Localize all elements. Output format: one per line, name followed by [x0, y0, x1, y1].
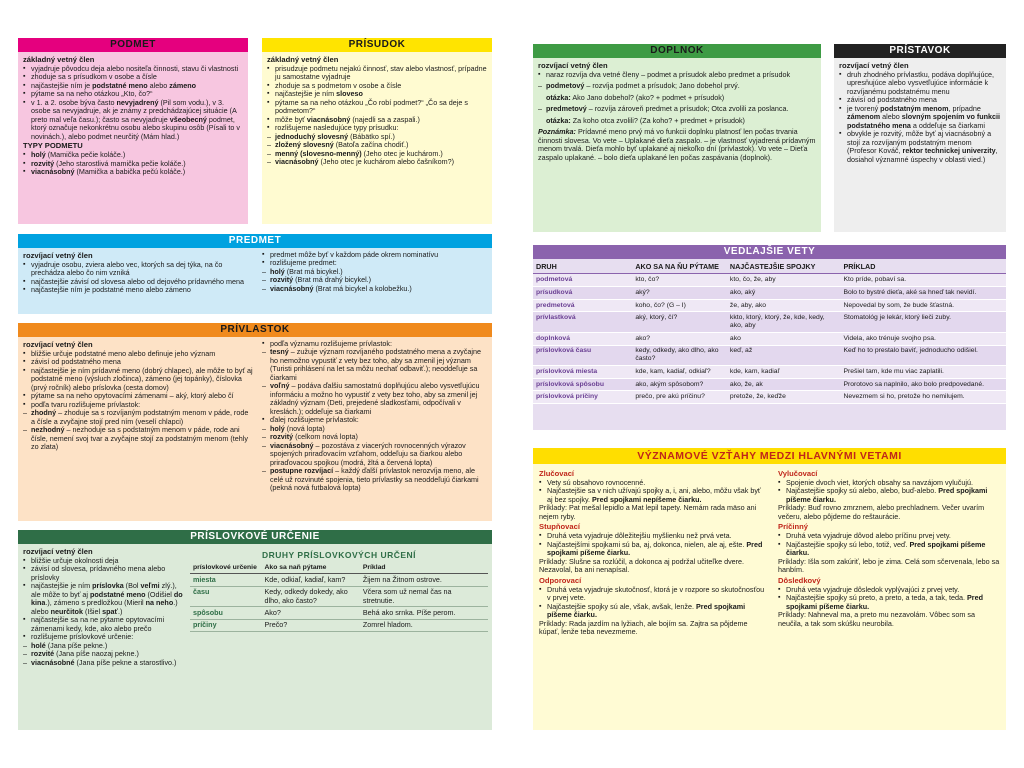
druhy-cell: príčiny — [190, 619, 262, 631]
stupnovaci-example: Príklady: Slušne sa rozlúčil, a dokonca aj podržal učiteľke dvere. Nezavolal, ba ani nenapísal. — [539, 556, 745, 575]
vedlajsie-col-header: PRÍKLAD — [843, 262, 876, 271]
vyznamove-title: VÝZNAMOVÉ VZŤAHY MEDZI HLAVNÝMI VETAMI — [533, 448, 1006, 464]
vedlajsie-cell: predmetová — [533, 299, 632, 312]
privlastok-bullet: ▪ závisí od podstatného mena — [23, 358, 253, 366]
prislovkove-bullet: ▪ rozlišujeme príslovkové určenie: — [23, 633, 183, 641]
vedlajsie-cell: kde, kam, kadiaľ, odkiaľ? — [632, 366, 727, 379]
dosledkovy-bullet: ▪ Druhá veta vyjadruje dôsledok vyplývajúci z prvej vety. — [778, 586, 1000, 594]
odporovaci-bullet: ▪ Najčastejšie spojky sú ale, však, avšak, lenže. Pred spojkami píšeme čiarku. — [539, 603, 767, 620]
doplnok-type: – predmetový – rozvíja zároveň predmet a prísudok; Otca zvolili za poslanca. — [538, 105, 816, 113]
vedlajsie-cell: prísudková — [533, 287, 632, 300]
podmet-bullet: ▪ najčastejšie ním je podstatné meno alebo zámeno — [23, 82, 243, 90]
vedlajsie-card — [533, 245, 1006, 430]
vedlajsie-cell: Nevezmem si ho, pretože ho nemilujem. — [840, 391, 1006, 404]
pristavok-subtitle: rozvíjací vetný člen — [839, 61, 909, 70]
vedlajsie-cell: Nepovedal by som, že bude šťastná. — [840, 299, 1006, 312]
privlastok-type: – tesný – zužuje význam rozvíjaného podstatného mena a zvyčajne ho nemožno vypustiť z vety bez toho, aby sa zmenil jej význam (Turisti prihlásení na let sa môžu nechať odbaviť.); neoddeľuje sa čiarkami — [262, 348, 486, 382]
pricinny-bullet: ▪ Druhá veta vyjadruje dôvod alebo príčinu prvej vety. — [778, 532, 1000, 540]
podmet-bullet: ▪ vyjadruje pôvodcu deja alebo nositeľa činnosti, stavu či vlastnosti — [23, 65, 243, 73]
vedlajsie-row — [533, 332, 1006, 345]
doplnok-question: otázka: Za koho otca zvolili? (Za koho? + predmet + prísudok) — [546, 115, 745, 125]
pricinny-heading: Príčinný — [778, 522, 808, 532]
vedlajsie-cell: kde, kam, kadiaľ — [727, 366, 841, 379]
dosledkovy-bullet: ▪ Najčastejšie spojky sú preto, a preto, a teda, a tak, teda. Pred spojkami píšeme čiarku. — [778, 594, 1000, 611]
zlucovaci-heading: Zlučovací — [539, 469, 575, 478]
druhy-cell: Ako? — [262, 607, 360, 619]
druhy-col-header: Ako sa naň pýtame — [262, 562, 360, 574]
privlastok-type: – postupne rozvíjací – každý ďalší prívlastok nerozvíja meno, ale celé už rozvinuté spojenia, tieto prívlastky sa neoddeľujú čiarkami (pekná nová futbalová lopta) — [262, 467, 486, 492]
vedlajsie-cell: keď, až — [727, 345, 841, 366]
vedlajsie-cell: pretože, že, keďže — [727, 391, 841, 404]
podmet-types-heading: TYPY PODMETU — [23, 141, 83, 151]
vedlajsie-title: VEDĽAJŠIE VETY — [533, 245, 1006, 259]
druhy-table — [190, 562, 488, 632]
vedlajsie-row — [533, 378, 1006, 391]
predmet-title: PREDMET — [18, 234, 492, 248]
prisudok-bullet: ▪ prisudzuje podmetu nejakú činnosť, stav alebo vlastnosť, prípadne ju samostatne vyjadruje — [267, 65, 487, 82]
prislovkove-card — [18, 530, 492, 730]
stupnovaci-bullet: ▪ Najčastejšími spojkami sú ba, aj, dokonca, nielen, ale aj, ešte. Pred spojkami píšeme čiarku. — [539, 541, 767, 558]
vedlajsie-cell: ako, akým spôsobom? — [632, 378, 727, 391]
vedlajsie-cell: kedy, odkedy, ako dlho, ako často? — [632, 345, 727, 366]
vylucovaci-heading: Vylučovací — [778, 469, 818, 478]
podmet-bullet: ▪ v 1. a 2. osobe býva často nevyjadrený (Pil som vodu.), v 3. osobe sa nevyjadruje, ak je známy z predchádzajúcej situácie (A preto mal veľa času.); často sa nevyjadruje všeobecný podmet, ktorý označuje nekonkrétnu osobu alebo skupinu osôb (Písali to v novinách.), alebo podmet neurčitý (Mám hlad.) — [23, 99, 243, 141]
vedlajsie-cell: príslovková času — [533, 345, 632, 366]
odporovaci-heading: Odporovací — [539, 575, 582, 585]
vedlajsie-cell: aký? — [632, 287, 727, 300]
vedlajsie-cell: prečo, pre akú príčinu? — [632, 391, 727, 404]
predmet-subtitle: rozvíjací vetný člen — [23, 251, 93, 260]
prislovkove-title: PRÍSLOVKOVÉ URČENIE — [18, 530, 492, 544]
podmet-type: ▪ holý (Mamička pečie koláče.) — [23, 151, 243, 159]
prisudok-bullet: ▪ rozlišujeme nasledujúce typy prísudku: — [267, 124, 487, 132]
vedlajsie-row — [533, 287, 1006, 300]
prislovkove-type: – viacnásobné (Jana píše pekne a starostlivo.) — [23, 659, 183, 667]
predmet-bullet: ▪ rozlišujeme predmet: — [262, 259, 486, 267]
predmet-bullet: ▪ predmet môže byť v každom páde okrem nominatívu — [262, 251, 486, 259]
prislovkove-type: – rozvité (Jana píše naozaj pekne.) — [23, 650, 183, 658]
druhy-cell: Kedy, odkedy dokedy, ako dlho, ako často? — [262, 586, 360, 607]
vedlajsie-row — [533, 274, 1006, 287]
druhy-heading: DRUHY PRÍSLOVKOVÝCH URČENÍ — [261, 550, 417, 560]
vedlajsie-row — [533, 345, 1006, 366]
prisudok-title: PRÍSUDOK — [262, 38, 492, 52]
vedlajsie-table — [533, 261, 1006, 404]
vedlajsie-cell: príslovková príčiny — [533, 391, 632, 404]
vedlajsie-row — [533, 312, 1006, 333]
vedlajsie-cell: prívlastková — [533, 312, 632, 333]
prislovkove-bullet: ▪ najčastejšie sa na ne pýtame opytovacími zámenami kedy, kde, ako alebo prečo — [23, 616, 183, 633]
vyznamove-card — [533, 448, 1006, 730]
predmet-card — [18, 234, 492, 314]
vylucovaci-example: Príklady: Buď rovno zmrznem, alebo prechladnem. Večer uvarím večeru, alebo pôjdeme do reštaurácie. — [778, 503, 985, 521]
stupnovaci-heading: Stupňovací — [539, 522, 580, 532]
pristavok-title: PRÍSTAVOK — [834, 44, 1006, 58]
vedlajsie-col-header: AKO SA NA ŇU PÝTAME — [635, 262, 719, 271]
privlastok-bullet: ▪ najčastejšie je ním prídavné meno (dobrý chlapec), ale môže to byť aj podstatné meno (výsluch zločinca), zámeno (jej topánky), číslovka (prvý ročník) alebo príslovka (cesta domov) — [23, 367, 253, 392]
vedlajsie-cell: doplnková — [533, 332, 632, 345]
prisudok-subtitle: základný vetný člen — [267, 55, 339, 64]
vylucovaci-bullet: ▪ Spojenie dvoch viet, ktorých obsahy sa navzájom vylučujú. — [778, 479, 1000, 487]
vedlajsie-row — [533, 299, 1006, 312]
podmet-type: ▪ rozvitý (Jeho starostlivá mamička pečie koláče.) — [23, 160, 243, 168]
vedlajsie-cell: Keď ho to prestalo baviť, jednoducho odišiel. — [840, 345, 1006, 366]
vedlajsie-cell: Prešiel tam, kde mu viac zaplatili. — [840, 366, 1006, 379]
druhy-cell: Včera som už nemal čas na stretnutie. — [360, 586, 488, 607]
privlastok-bullet: ▪ podľa tvaru rozlišujeme prívlastok: — [23, 401, 253, 409]
prisudok-bullet: ▪ pýtame sa na neho otázkou „Čo robí podmet?“ „Čo sa deje s podmetom?“ — [267, 99, 487, 116]
privlastok-title: PRÍVLASTOK — [18, 323, 492, 337]
vedlajsie-cell: Bolo to bystré dieťa, aké sa hneď tak nevidí. — [840, 287, 1006, 300]
prisudok-type: – viacnásobný (Jeho otec je kuchárom alebo čašníkom?) — [267, 158, 487, 166]
dosledkovy-heading: Dôsledkový — [778, 575, 821, 585]
druhy-row — [190, 586, 488, 607]
pricinny-example: Príklady: Išla som zakúriť, lebo je zima. Celá som sčervenala, lebo sa hanbím. — [778, 556, 1000, 575]
druhy-cell: času — [190, 586, 262, 607]
privlastok-bullet: ▪ podľa významu rozlišujeme prívlastok: — [262, 340, 486, 348]
vedlajsie-cell: ako — [727, 332, 841, 345]
prislovkove-bullet: ▪ najčastejšie je ním príslovka (Bol veľmi zlý.), ale môže to byť aj podstatné meno (Odišiel do kina.), zámeno s predložkou (Mieril na neho.) alebo neurčitok (Išiel spať.) — [23, 582, 183, 616]
vedlajsie-cell: Videla, ako trénuje svojho psa. — [840, 332, 1006, 345]
predmet-type: – viacnásobný (Brat má bicykel a kolobežku.) — [262, 285, 486, 293]
predmet-bullet: ▪ najčastejšie závisí od slovesa alebo od dejového prídavného mena — [23, 278, 253, 286]
odporovaci-example: Príklady: Rada jazdím na lyžiach, ale bojím sa. Zajtra sa pôjdeme kúpať, lenže teba nevezmeme. — [539, 618, 748, 637]
prisudok-bullet: ▪ môže byť viacnásobný (najedli sa a zaspali.) — [267, 116, 487, 124]
privlastok-type: – rozvitý (celkom nová lopta) — [262, 433, 486, 441]
druhy-row — [190, 619, 488, 631]
druhy-cell: miesta — [190, 574, 262, 586]
prisudok-bullet: ▪ zhoduje sa s podmetom v osobe a čísle — [267, 82, 487, 90]
druhy-cell: spôsobu — [190, 607, 262, 619]
prisudok-type: – jednoduchý slovesný (Bábätko spí.) — [267, 133, 487, 141]
doplnok-bullet: ▪ naraz rozvíja dva vetné členy – podmet a prísudok alebo predmet a prísudok — [538, 71, 816, 79]
vedlajsie-body — [533, 274, 1006, 404]
vedlajsie-row — [533, 391, 1006, 404]
doplnok-card — [533, 44, 821, 232]
vedlajsie-cell: Kto príde, pobaví sa. — [840, 274, 1006, 287]
vedlajsie-cell: koho, čo? (G – I) — [632, 299, 727, 312]
vedlajsie-cell: ako? — [632, 332, 727, 345]
privlastok-bullet: ▪ pýtame sa na neho opytovacími zámenami – aký, ktorý alebo čí — [23, 392, 253, 400]
druhy-col-header: príslovkové určenie — [190, 562, 262, 574]
privlastok-bullet: ▪ ďalej rozlišujeme prívlastok: — [262, 416, 486, 424]
privlastok-card — [18, 323, 492, 521]
zlucovaci-bullet: ▪ Vety sú obsahovo rovnocenné. — [539, 479, 767, 487]
zlucovaci-example: Príklady: Pat mešal lepidlo a Mat lepil tapety. Nemám rada mäso ani nejem ryby. — [539, 503, 757, 521]
vedlajsie-cell: ako, že, ak — [727, 378, 841, 391]
vedlajsie-cell: kkto, ktorý, ktorý, že, kde, kedy, ako, aby — [727, 312, 841, 333]
pristavok-bullet: ▪ druh zhodného prívlastku, podáva doplňujúce, upresňujúce alebo vysvetľujúce informácie k rozvíjanému podstatnému menu — [839, 71, 1001, 96]
predmet-type: – holý (Brat má bicykel.) — [262, 268, 486, 276]
podmet-bullet: ▪ zhoduje sa s prísudkom v osobe a čísle — [23, 73, 243, 81]
doplnok-note: Poznámka: Prídavné meno prvý má vo funkcii doplnku platnosť len počas trvania činnosti slovesa. Vo vete – Uplakané dieťa zaspalo. – je vlastnosť vyjadrená prídavným menom trvalá. Dieťa mohlo byť uplakané aj niekoľko dní (prívlastok). Vo vete – Dieťa zaspalo uplakané. – bolo dieťa uplakané len počas zaspávania (doplnok). — [538, 127, 816, 162]
stupnovaci-bullet: ▪ Druhá veta vyjadruje dôležitejšiu myšlienku než prvá veta. — [539, 532, 767, 540]
privlastok-type: – nezhodný – nezhoduje sa s podstatným menom v páde, rode ani čísle, nemení svoj tvar a zvyčajne stojí za podstatným menom (tehly zo zlata) — [23, 426, 253, 451]
vedlajsie-col-header: DRUH — [536, 262, 557, 271]
druhy-col-header: Príklad — [360, 562, 488, 574]
odporovaci-bullet: ▪ Druhá veta vyjadruje skutočnosť, ktorá je v rozpore so skutočnosťou v prvej vete. — [539, 586, 767, 603]
doplnok-title: DOPLNOK — [533, 44, 821, 58]
doplnok-type: – podmetový – rozvíja podmet a prísudok; Jano dobehol prvý. — [538, 82, 816, 90]
podmet-type: ▪ viacnásobný (Mamička a babička pečú koláče.) — [23, 168, 243, 176]
prisudok-type: – menný (slovesno-menný) (Jeho otec je kuchárom.) — [267, 150, 487, 158]
privlastok-subtitle: rozvíjací vetný člen — [23, 340, 93, 349]
pricinny-bullet: ▪ Najčastejšie spojky sú lebo, totiž, veď. Pred spojkami píšeme čiarku. — [778, 541, 1000, 558]
pristavok-bullet: ▪ závisí od podstatného mena — [839, 96, 1001, 104]
vedlajsie-cell: príslovková miesta — [533, 366, 632, 379]
prislovkove-bullet: ▪ bližšie určuje okolnosti deja — [23, 557, 183, 565]
predmet-bullet: ▪ najčastejšie ním je podstatné meno alebo zámeno — [23, 286, 253, 294]
podmet-title: PODMET — [18, 38, 248, 52]
doplnok-question: otázka: Ako Jano dobehol? (ako? + podmet + prísudok) — [546, 92, 725, 102]
vedlajsie-cell: aký, ktorý, čí? — [632, 312, 727, 333]
vedlajsie-row — [533, 366, 1006, 379]
privlastok-type: – zhodný – zhoduje sa s rozvíjaným podstatným menom v páde, rode a čísle a zvyčajne stojí pred ním (veselí chlapci) — [23, 409, 253, 426]
predmet-bullet: ▪ vyjadruje osobu, zviera alebo vec, ktorých sa dej týka, na čo prechádza alebo čo nim vzniká — [23, 261, 253, 278]
pristavok-card — [834, 44, 1006, 232]
pristavok-bullet: ▪ obvykle je rozvitý, môže byť aj viacnásobný a stojí za rozvíjaným podstatným menom (Profesor Kováč, rektor technickej univerzity, dosiahol významné úspechy v oblasti vied.) — [839, 130, 1001, 164]
dosledkovy-example: Príklady: Nahneval ma, a preto mu nezavolám. Vôbec som sa neučila, a tak som skúšku neurobila. — [778, 610, 975, 628]
vedlajsie-cell: ako, aký — [727, 287, 841, 300]
druhy-cell: Žijem na Žitnom ostrove. — [360, 574, 488, 586]
privlastok-type: – voľný – podáva ďalšiu samostatnú doplňujúcu alebo vysvetľujúcu informáciu a možno ho vypustiť z vety bez toho, aby sa zmenil jej základný význam (Deti, prejedené sladkosťami, odpočívali v kreslách.); oddeľuje sa čiarkami — [262, 382, 486, 416]
vedlajsie-cell: Stomatológ je lekár, ktorý lieči zuby. — [840, 312, 1006, 333]
druhy-cell: Prečo? — [262, 619, 360, 631]
prisudok-bullet: ▪ najčastejšie je ním sloveso — [267, 90, 487, 98]
prislovkove-bullet: ▪ závisí od slovesa, prídavného mena alebo príslovky — [23, 565, 183, 582]
vedlajsie-cell: Prorotovo sa naplnilo, ako bolo predpovedané. — [840, 378, 1006, 391]
zlucovaci-bullet: ▪ Najčastejšie sa v nich užívajú spojky a, i, ani, alebo, môžu však byť aj bez spojky. Pred spojkami nepíšeme čiarku. — [539, 487, 767, 504]
podmet-bullet: ▪ pýtame sa na neho otázkou „Kto, čo?“ — [23, 90, 243, 98]
prislovkove-subtitle: rozvíjací vetný člen — [23, 547, 93, 556]
druhy-row — [190, 607, 488, 619]
privlastok-type: – holý (nová lopta) — [262, 425, 486, 433]
predmet-type: – rozvitý (Brat má drahý bicykel.) — [262, 276, 486, 284]
pristavok-bullet: ▪ je tvorený podstatným menom, prípadne zámenom alebo slovným spojením vo funkcii podstatného mena a oddeľuje sa čiarkami — [839, 105, 1001, 130]
druhy-table-header — [190, 562, 488, 574]
druhy-cell: Kde, odkiaľ, kadiaľ, kam? — [262, 574, 360, 586]
podmet-subtitle: základný vetný člen — [23, 55, 95, 64]
druhy-cell: Zomrel hladom. — [360, 619, 488, 631]
vedlajsie-col-header: NAJČASTEJŠIE SPOJKY — [729, 262, 816, 271]
prisudok-type: – zložený slovesný (Batoľa začína chodiť.) — [267, 141, 487, 149]
druhy-cell: Behá ako srnka. Píše perom. — [360, 607, 488, 619]
prisudok-card — [262, 38, 492, 224]
vedlajsie-header-row — [533, 261, 1006, 274]
vedlajsie-cell: podmetová — [533, 274, 632, 287]
vedlajsie-cell: kto, čo, že, aby — [727, 274, 841, 287]
vylucovaci-bullet: ▪ Najčastejšie spojky sú alebo, alebo, buď-alebo. Pred spojkami píšeme čiarku. — [778, 487, 1000, 504]
privlastok-type: – viacnásobný – pozostáva z viacerých rovnocenných výrazov spojených priraďovacím vzťahom, oddeľuju sa čiarkou alebo priraďovacou spojkou (modrá, žltá a červená lopta) — [262, 442, 486, 467]
podmet-card — [18, 38, 248, 224]
vedlajsie-cell: že, aby, ako — [727, 299, 841, 312]
vedlajsie-cell: kto, čo? — [632, 274, 727, 287]
prislovkove-type: – holé (Jana píše pekne.) — [23, 642, 183, 650]
privlastok-bullet: ▪ bližšie určuje podstatné meno alebo definuje jeho význam — [23, 350, 253, 358]
doplnok-subtitle: rozvíjací vetný člen — [538, 61, 608, 70]
vedlajsie-cell: príslovková spôsobu — [533, 378, 632, 391]
druhy-row — [190, 574, 488, 586]
